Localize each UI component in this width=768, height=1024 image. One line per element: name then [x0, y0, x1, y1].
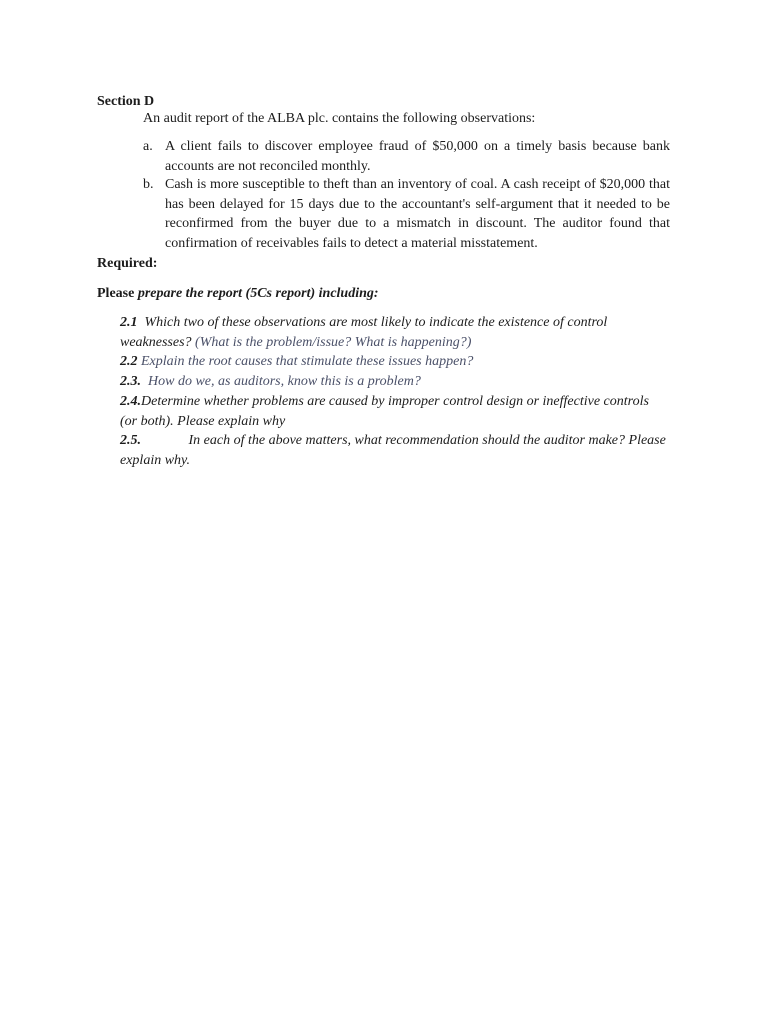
- observation-label-b: b.: [143, 177, 154, 192]
- question-text: Determine whether problems are caused by improper control design or ineffective controls (or both). Please explain why: [120, 394, 649, 429]
- instruction-rest: prepare the report (5Cs report) including:: [137, 286, 379, 301]
- question-2-3: [120, 372, 668, 392]
- question-number: 2.2: [120, 354, 138, 369]
- section-title: Section D: [97, 94, 155, 109]
- question-text: Which two of these observations are most likely to indicate the existence of control weaknesses?: [120, 315, 608, 350]
- question-subtext: (What is the problem/issue? What is happening?): [195, 334, 472, 350]
- instruction-line: [97, 284, 379, 304]
- observation-label-a: a.: [143, 139, 153, 154]
- question-text: How do we, as auditors, know this is a problem?: [148, 374, 421, 389]
- question-number: 2.3.: [120, 374, 141, 389]
- observation-text-b: Cash is more susceptible to theft than an inventory of coal. A cash receipt of $20,000 that has been delayed for 15 days due to the accountant's self-argument that it needed to be reconfirmed from the buyer due to a mismatch in discount. The auditor found that confirmation of receivables fails to detect a material misstatement.: [165, 177, 670, 251]
- question-number: 2.1: [120, 315, 138, 330]
- question-2-4: [120, 392, 668, 431]
- section-intro: An audit report of the ALBA plc. contains the following observations:: [143, 111, 536, 126]
- observation-text-a: A client fails to discover employee fraud of $50,000 on a timely basis because bank accounts are not reconciled monthly.: [165, 139, 670, 174]
- instruction-prefix: Please: [97, 286, 135, 301]
- question-2-2: [120, 352, 668, 372]
- question-text: Explain the root causes that stimulate these issues happen?: [141, 354, 474, 369]
- question-number: 2.5.: [120, 433, 141, 448]
- question-2-1: [120, 313, 668, 352]
- question-2-5: [120, 431, 668, 470]
- required-heading: Required:: [97, 256, 158, 271]
- question-number: 2.4.: [120, 394, 141, 409]
- question-text: In each of the above matters, what recommendation should the auditor make? Please explain why.: [120, 433, 666, 468]
